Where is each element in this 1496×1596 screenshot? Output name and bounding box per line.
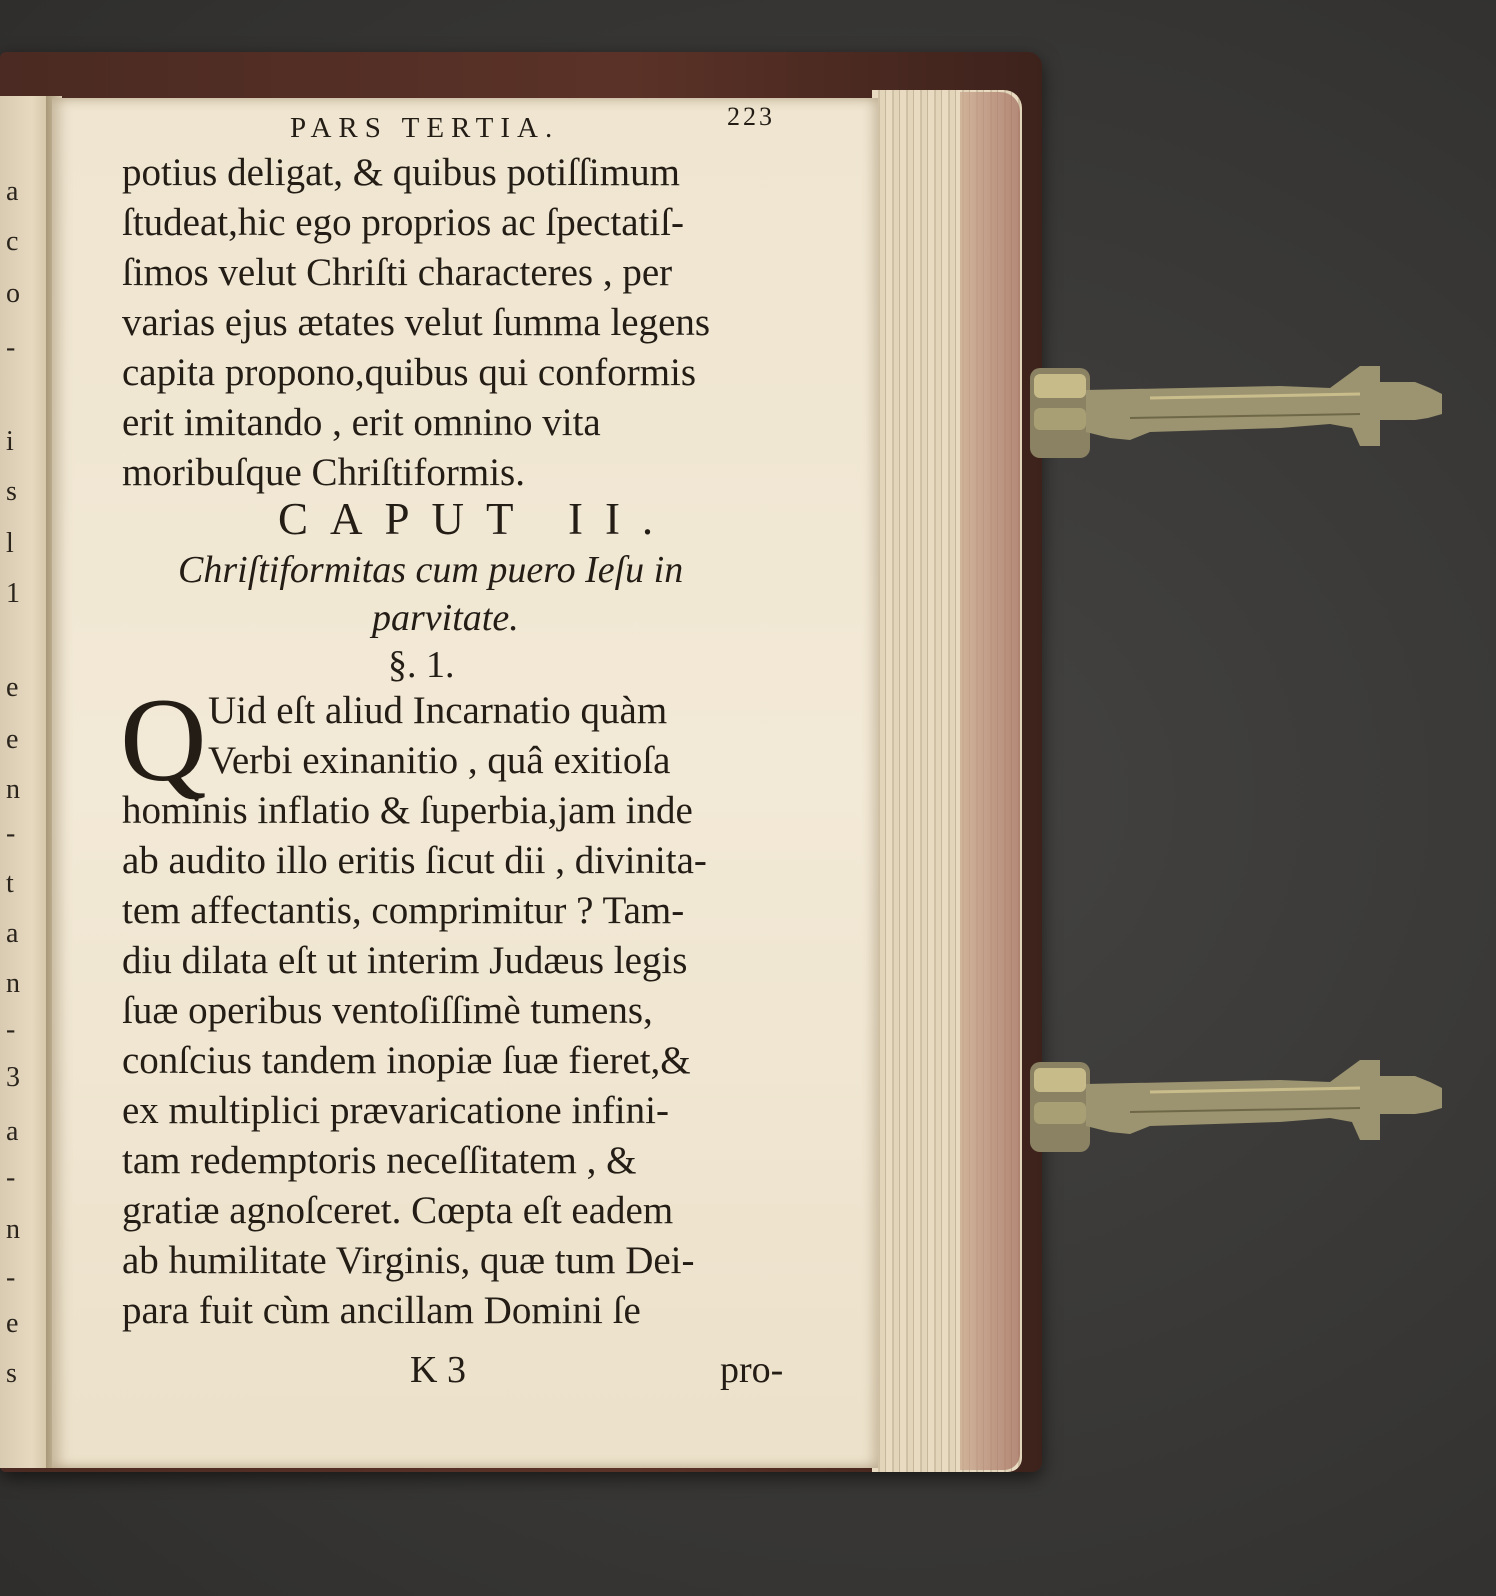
left-edge-letter: -: [6, 1162, 16, 1193]
text-line: ſimos velut Chriſti characteres , per: [122, 251, 673, 294]
chapter-subtitle: Chriſtiformitas cum puero Ieſu in: [178, 549, 684, 591]
text-line: tem affectantis, comprimitur ? Tam-: [122, 889, 685, 932]
left-edge-letter: l: [6, 528, 14, 559]
left-edge-letter: -: [6, 332, 16, 363]
text-line: ſuæ operibus ventoſiſſimè tumens,: [122, 989, 653, 1032]
text-line: Verbi exinanitio , quâ exitioſa: [208, 739, 671, 782]
text-line: diu dilata eſt ut interim Judæus legis: [122, 939, 688, 982]
chapter-subtitle-continued: parvitate.: [372, 597, 519, 639]
text-line: erit imitando , erit omnino vita: [122, 401, 601, 444]
brass-clasp-icon: [1030, 358, 1450, 478]
left-edge-letter: s: [6, 476, 17, 507]
text-line: ſtudeat,hic ego proprios ac ſpectatiſ-: [122, 201, 685, 244]
drop-cap: Q: [120, 673, 207, 806]
text-line: hominis inflatio & ſuperbia,jam inde: [122, 789, 693, 832]
left-edge-letter: e: [6, 1308, 19, 1339]
left-edge-letter: n: [6, 774, 20, 805]
left-edge-letter: a: [6, 176, 19, 207]
text-line: ab audito illo eritis ſicut dii , divinita-: [122, 839, 707, 882]
text-line: Uid eſt aliud Incarnatio quàm: [208, 689, 668, 732]
left-edge-letter: a: [6, 918, 19, 949]
signature-mark: K 3: [410, 1349, 466, 1391]
text-line: tam redemptoris neceſſitatem , &: [122, 1139, 637, 1182]
left-edge-letter: n: [6, 968, 20, 999]
left-edge-letter: -: [6, 1262, 16, 1293]
running-head: PARS TERTIA.: [290, 112, 560, 144]
text-line: varias ejus ætates velut ſumma legens: [122, 301, 711, 344]
left-edge-letter: n: [6, 1214, 20, 1245]
text-line: ex multiplici prævaricatione infini-: [122, 1089, 669, 1132]
left-edge-letter: 3: [6, 1062, 20, 1093]
section-mark: §. 1.: [388, 644, 455, 686]
left-edge-letter: -: [6, 818, 16, 849]
catchword: pro-: [720, 1349, 784, 1391]
left-edge-letter: i: [6, 426, 14, 457]
page-block-red-edge: [960, 92, 1020, 1470]
text-line: potius deligat, & quibus potiſſimum: [122, 151, 680, 194]
left-edge-letter: c: [6, 226, 19, 257]
left-edge-letter: o: [6, 278, 20, 309]
text-line: gratiæ agnoſceret. Cœpta eſt eadem: [122, 1189, 674, 1232]
text-line: conſcius tandem inopiæ ſuæ fieret,&: [122, 1039, 691, 1082]
brass-clasp-icon: [1030, 1052, 1450, 1172]
left-edge-letter: e: [6, 724, 19, 755]
left-edge-letter: a: [6, 1116, 19, 1147]
left-edge-letter: -: [6, 1014, 16, 1045]
chapter-heading: CAPUT II.: [278, 494, 676, 544]
text-line: capita propono,quibus qui conformis: [122, 351, 697, 394]
text-line: ab humilitate Virginis, quæ tum Dei-: [122, 1239, 695, 1282]
left-edge-letter: 1: [6, 578, 20, 609]
left-edge-letter: s: [6, 1358, 17, 1389]
text-line: moribuſque Chriſtiformis.: [122, 451, 525, 494]
left-edge-letter: e: [6, 672, 19, 703]
text-line: para fuit cùm ancillam Domini ſe: [122, 1289, 641, 1332]
left-edge-letter: t: [6, 868, 14, 899]
page-number: 223: [727, 102, 775, 131]
